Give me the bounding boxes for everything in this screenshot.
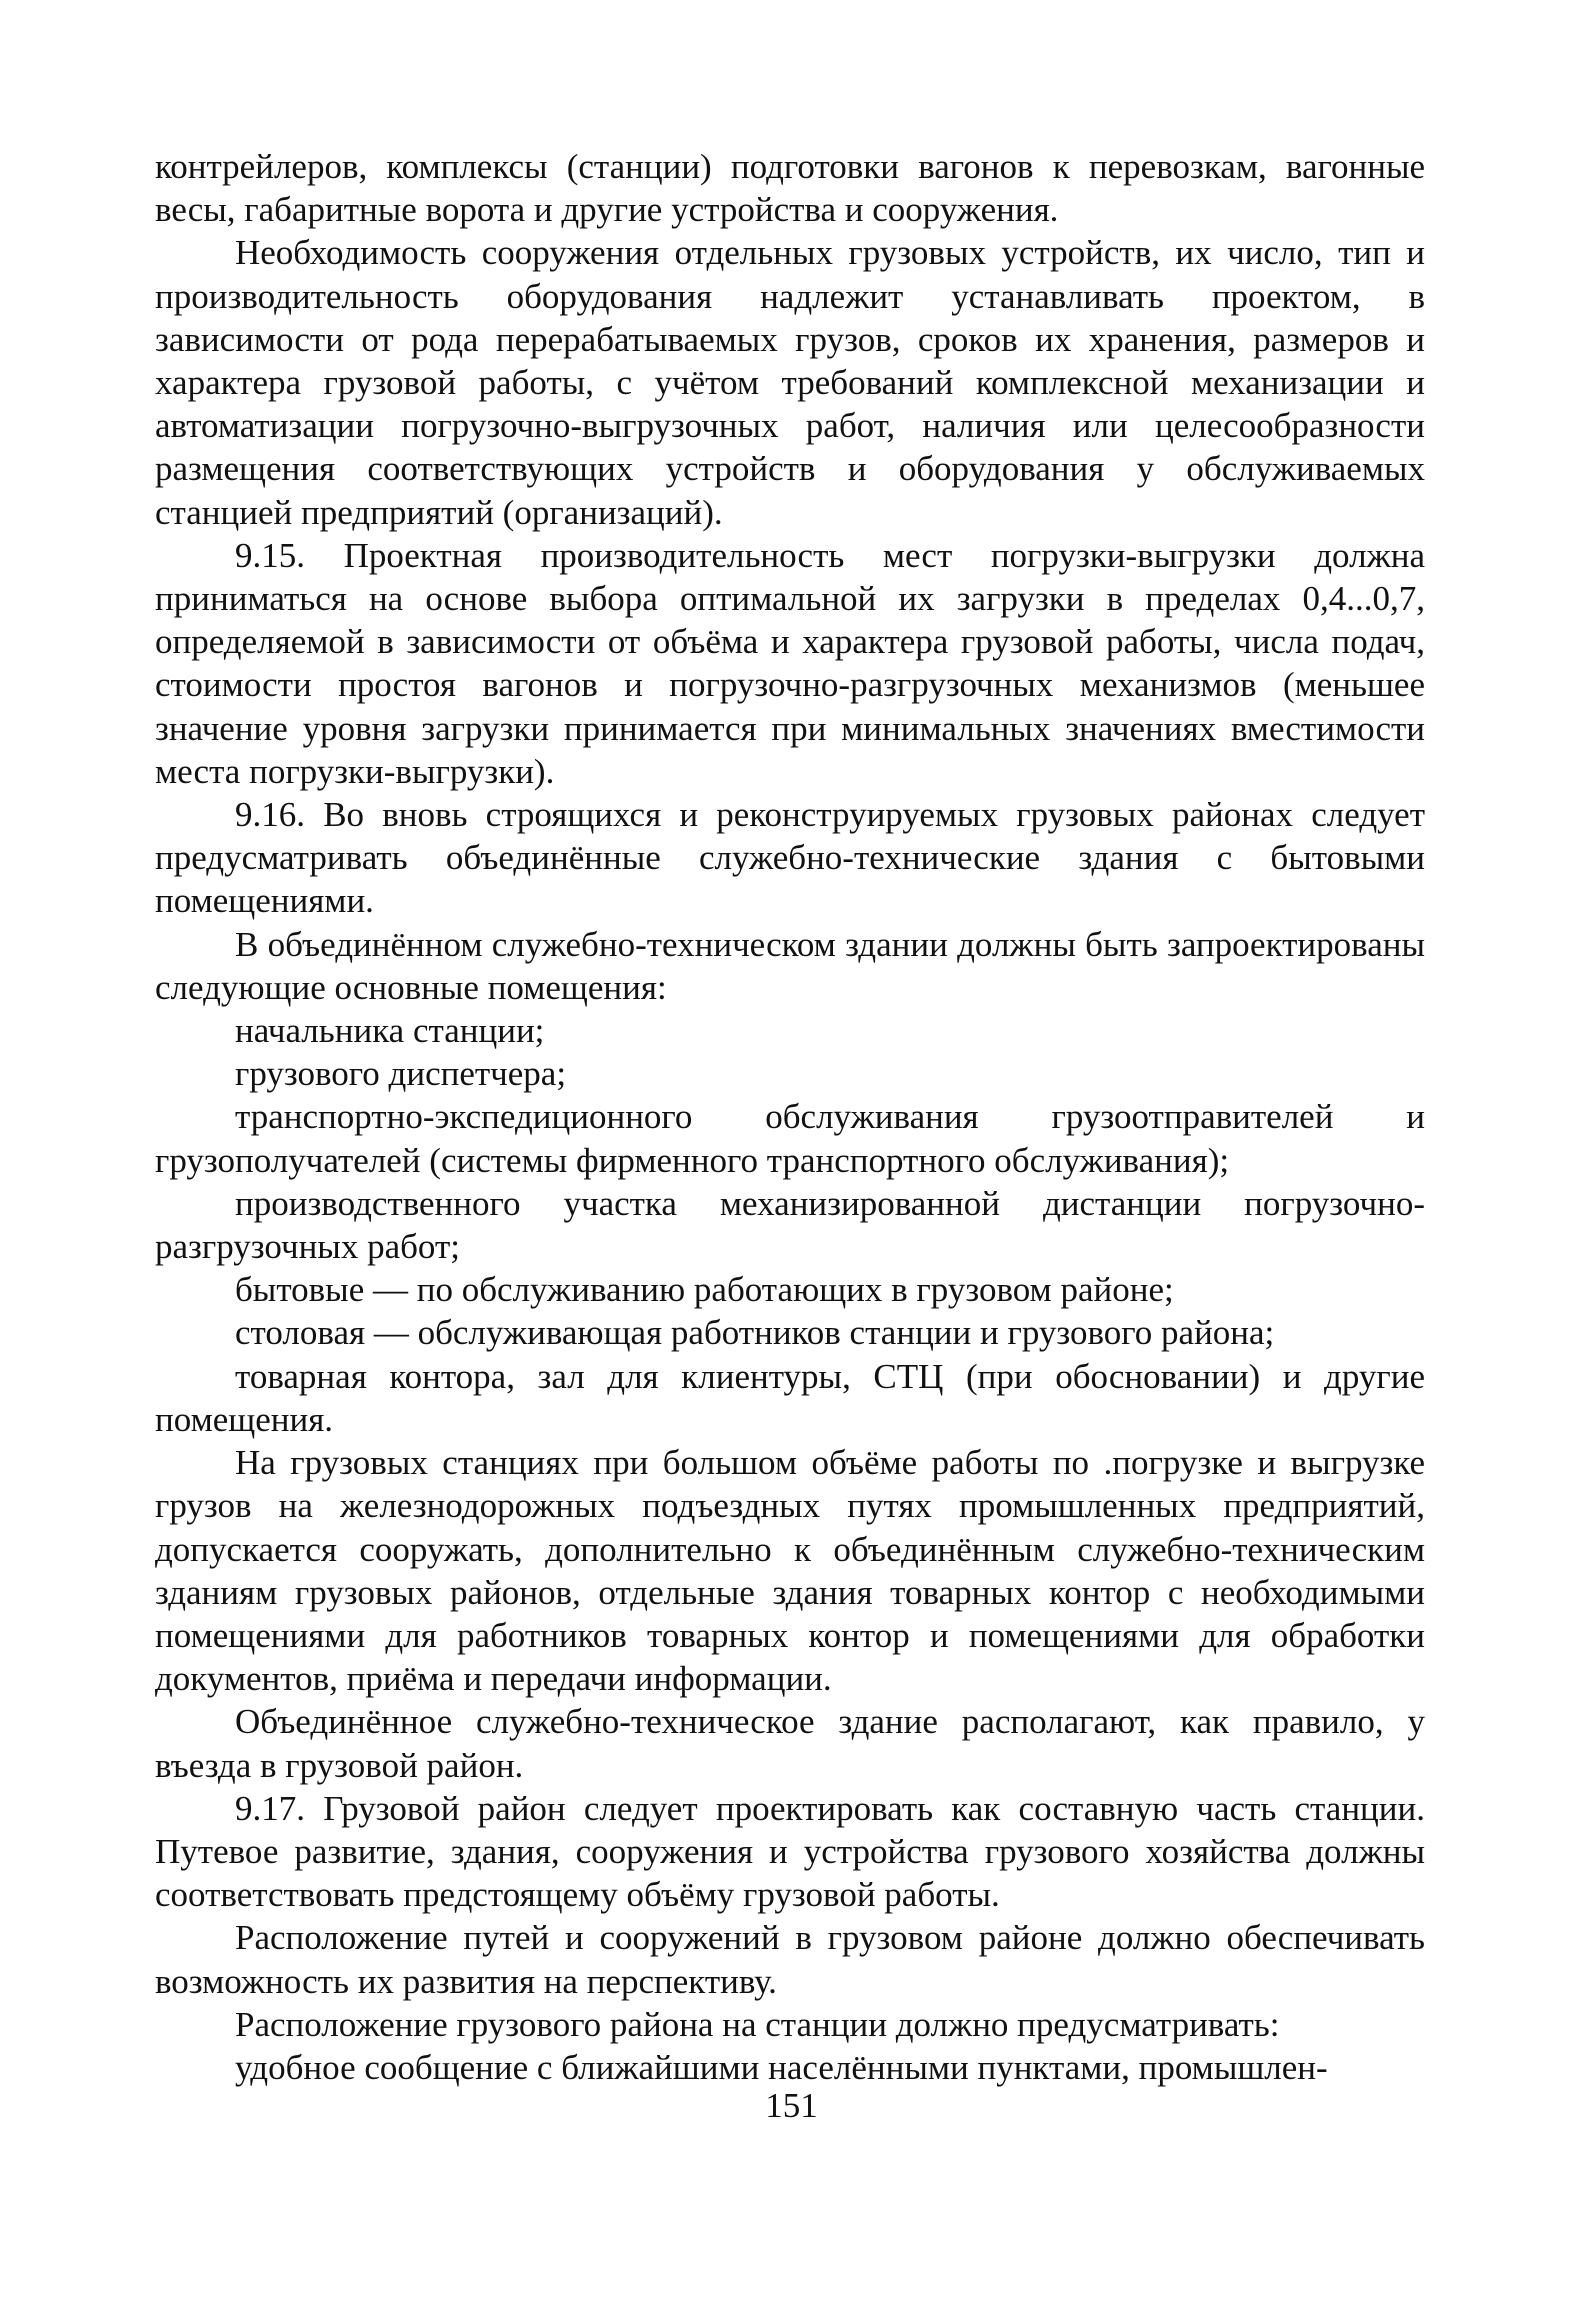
paragraph-9-15: 9.15. Проектная производительность мест погрузки-выгрузки должна приниматься на основе выбора оптимальной их загрузки в пределах 0,4...0,7, определяемой в зависимости от объёма и характера грузовой работы, числа подач, стоимости простоя вагонов и погрузочно-разгрузочных механизмов (меньшее значение уровня загрузки принимается при минимальных значениях вместимости места погрузки-выгрузки). [155, 535, 1425, 791]
list-item: бытовые — по обслуживанию работающих в грузовом районе; [235, 1270, 1174, 1310]
paragraph: На грузовых станциях при большом объёме работы по .погрузке и выгрузке грузов на железнодорожных подъездных путях промышленных предприятий, допускается сооружать, дополнительно к объединённым служебно-техническим зданиям грузовых районов, отдельные здания товарных контор с необходимыми помещениями для работников товарных контор и помещениями для обработки документов, приёма и передачи информации. [155, 1443, 1425, 1699]
list-item: транспортно-экспедиционного обслуживания грузоотправителей и грузополучателей (системы фирменного транспортного обслуживания); [155, 1097, 1425, 1180]
paragraph: Расположение путей и сооружений в грузовом районе должно обеспечивать возможность их развития на перспективу. [155, 1918, 1425, 2001]
list-item: товарная контора, зал для клиентуры, СТЦ (при обосновании) и другие помещения. [155, 1356, 1425, 1439]
paragraph: Расположение грузового района на станции должно предусматривать: [235, 2004, 1280, 2044]
paragraph-9-16: 9.16. Во вновь строящихся и реконструируемых грузовых районах следует предусматривать объединённые служебно-технические здания с бытовыми помещениями. [155, 795, 1425, 921]
list-item: производственного участка механизированной дистанции погрузочно-разгрузочных работ; [155, 1183, 1425, 1267]
paragraph: Необходимость сооружения отдельных грузовых устройств, их число, тип и производительность оборудования надлежит устанавливать проектом, в зависимости от рода перерабатываемых грузов, сроков их хранения, размеров и характера грузовой работы, с учётом требований комплексной механизации и автоматизации погрузочно-выгрузочных работ, наличия или целесообразности размещения соответствующих устройств и оборудования у обслуживаемых станцией предприятий (организаций). [155, 233, 1425, 532]
body-text [155, 145, 1425, 2089]
paragraph: Объединённое служебно-техническое здание располагают, как правило, у въезда в грузовой район. [155, 1702, 1425, 1785]
list-item: грузового диспетчера; [235, 1054, 567, 1094]
paragraph-9-17: 9.17. Грузовой район следует проектировать как составную часть станции. Путевое развитие, здания, сооружения и устройства грузового хозяйства должны соответствовать предстоящему объёму грузовой работы. [155, 1788, 1425, 1915]
page-number: 151 [765, 2086, 818, 2125]
list-item: столовая — обслуживающая работников станции и грузового района; [235, 1313, 1275, 1353]
paragraph: В объединённом служебно-техническом здании должны быть запроектированы следующие основные помещения: [155, 924, 1425, 1007]
paragraph-cut: удобное сообщение с ближайшими населёнными пунктами, промышлен- [235, 2047, 1328, 2087]
paragraph-continuation: контрейлеров, комплексы (станции) подготовки вагонов к перевозкам, вагонные весы, габаритные ворота и другие устройства и сооружения. [155, 147, 1425, 230]
list-item: начальника станции; [235, 1011, 545, 1051]
